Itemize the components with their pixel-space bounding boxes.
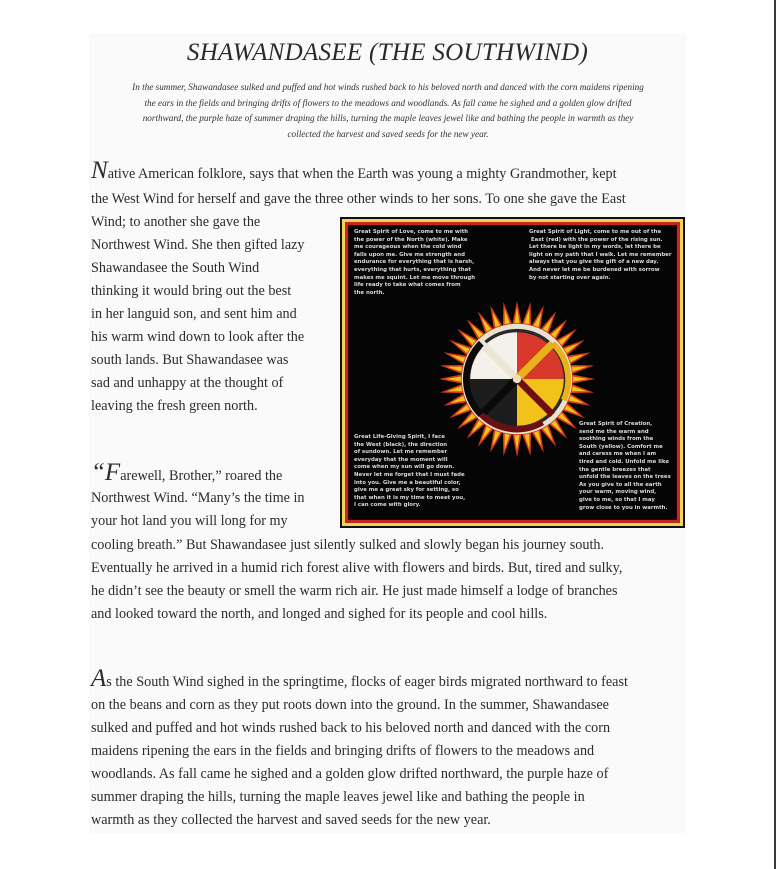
feather	[512, 432, 522, 458]
wheel-center	[513, 375, 522, 384]
prayer-line: by not starting over again.	[529, 274, 611, 281]
prayer-line: the gentle breezes that	[579, 466, 651, 473]
prayer-line: And never let me be burdened with sorrow	[529, 266, 660, 273]
prayer-line: falls upon me. Give me strength and	[354, 251, 465, 258]
text-line: woodlands. As fall came he sighed and a golden glow drifted northward, the purple haze of	[91, 766, 609, 782]
article-page	[89, 33, 686, 833]
prayer-line: come when my sun will go down.	[354, 464, 455, 471]
prayer-line: give to me, so that I may	[579, 496, 655, 503]
image-canvas	[348, 225, 677, 520]
prayer-line: unfold the leaves on the trees	[579, 474, 671, 481]
article-summary	[93, 80, 683, 142]
text-line	[91, 665, 628, 693]
prayer-line: everything that hurts, everything that	[354, 266, 471, 273]
prayer-line: Great Spirit of Light, come to me out of the	[529, 229, 662, 235]
text-line: the West Wind for herself and gave the three other winds to her sons. To one she gave the East	[91, 191, 626, 207]
prayer-line: everyday that the moment will	[354, 456, 448, 463]
prayer-line: life ready to take what comes from	[354, 282, 461, 289]
drop-cap: N	[91, 157, 108, 184]
window-edge-rule	[774, 0, 776, 869]
text-line: cooling breath.” But Shawandasee just silently sulked and slowly began his journey south.	[91, 537, 605, 553]
prayer-line: the power of the North (white). Make	[354, 236, 468, 243]
text-line: on the beans and corn as they put roots down into the ground. In the summer, Shawandasee	[91, 697, 609, 713]
text-line: south lands. But Shawandasee was	[91, 352, 289, 368]
feather	[512, 301, 522, 327]
article-title: SHAWANDASEE (THE SOUTHWIND)	[186, 39, 589, 66]
text-line: leaving the fresh green north.	[91, 398, 258, 414]
prayer-line: your warm, moving wind,	[579, 489, 657, 496]
text-line	[91, 459, 282, 487]
text-line: your hot land you will long for my	[91, 513, 288, 529]
feather	[439, 374, 465, 384]
prayer-line: always that you give the gift of a new day.	[529, 259, 659, 266]
prayer-line: endurance for everything that is harsh,	[354, 259, 475, 266]
prayer-line: Great Life-Giving Spirit, I face	[354, 434, 445, 440]
text-line	[91, 157, 617, 185]
prayer-line: that when it is my time to meet you,	[354, 494, 466, 501]
prayer-line: Great Spirit of Creation,	[579, 421, 653, 427]
text-line: Shawandasee the South Wind	[91, 260, 260, 276]
text-line: his warm wind down to look after the	[91, 329, 305, 345]
prayer-line: send me the warm and	[579, 428, 649, 435]
text-line: sulked and puffed and hot winds rushed back to his beloved north and danced with the corn	[91, 720, 611, 736]
text-line: Eventually he arrived in a humid rich forest alive with flowers and birds. But, tired and sulky,	[91, 560, 623, 576]
text-line: summer draping the hills, turning the maple leaves jewel like and bathing the people in	[91, 789, 585, 805]
text-line: Wind; to another she gave the	[91, 214, 261, 230]
text-line: Northwest Wind. “Many’s the time in	[91, 490, 305, 506]
text-line: maidens ripening the ears in the fields and bringing drifts of flowers to the meadows and	[91, 743, 595, 759]
text-line: in her languid son, and sent him and	[91, 306, 297, 322]
prayer-line: soothing winds from the	[579, 436, 654, 443]
text-line: and looked toward the north, and longed and sighed for its people and cool hills.	[91, 606, 548, 622]
prayer-line: East (red) with the power of the rising sun.	[529, 236, 663, 243]
prayer-line: light on my path that I walk. Let me remember	[529, 251, 672, 258]
prayer-line: As you give to all the earth	[579, 481, 662, 488]
medicine-wheel-image	[340, 217, 685, 528]
prayer-line: the north.	[354, 289, 385, 296]
summary-line: In the summer, Shawandasee sulked and puffed and hot winds rushed back to his beloved north and danced with the corn maidens ripening	[132, 82, 644, 92]
line-text: ative American folklore, says that when the Earth was young a mighty Grandmother, kept	[107, 166, 617, 182]
drop-cap: A	[91, 665, 107, 692]
medicine-wheel	[432, 294, 602, 464]
summary-line: northward, the purple haze of summer draping the hills, turning the maple leaves jewel like and bathing the people in warmth as they	[142, 113, 634, 123]
prayer-line: and caress me when I am	[579, 451, 657, 458]
text-line: he didn’t see the beauty or smell the warm rich air. He just made himself a lodge of branches	[91, 583, 618, 599]
prayer-line: I can come with glory.	[354, 502, 421, 509]
prayer-line: Great Spirit of Love, come to me with	[354, 229, 469, 235]
text-line: Northwest Wind. She then gifted lazy	[91, 237, 305, 253]
drop-cap: “F	[91, 459, 121, 486]
prayer-east	[529, 229, 679, 282]
feather	[570, 374, 596, 384]
prayer-line: me courageous when the cold wind	[354, 244, 462, 251]
prayer-north	[354, 229, 489, 297]
prayer-line: give me a great sky for setting, so	[354, 487, 459, 494]
summary-line: collected the harvest and saved seeds for the new year.	[287, 128, 489, 139]
line-text: arewell, Brother,” roared the	[120, 468, 283, 484]
line-text: s the South Wind sighed in the springtime, flocks of eager birds migrated northward to feast	[106, 674, 628, 690]
text-line: warmth as they collected the harvest and saved seeds for the new year.	[91, 812, 491, 828]
prayer-line: the West (black), the direction	[354, 441, 448, 448]
prayer-line: into you. Give me a beautiful color,	[354, 479, 461, 486]
prayer-line: South (yellow). Comfort me	[579, 443, 663, 450]
summary-line: the ears in the fields and bringing drifts of flowers to the meadows and woodlands. As fall came he sighed and a golden glow drifted	[144, 97, 632, 108]
prayer-line: Never let me forget that I must fade	[354, 471, 465, 478]
prayer-line: makes me squint. Let me move through	[354, 274, 476, 281]
text-line: sad and unhappy at the thought of	[91, 375, 284, 391]
prayer-line: tired and cold. Unfold me like	[579, 458, 670, 465]
text-line: thinking it would bring out the best	[91, 283, 292, 299]
prayer-line: Let there be light in my words, let there be	[529, 244, 661, 251]
prayer-line: grow close to you in warmth.	[579, 504, 668, 511]
prayer-line: of sundown. Let me remember	[354, 449, 448, 456]
